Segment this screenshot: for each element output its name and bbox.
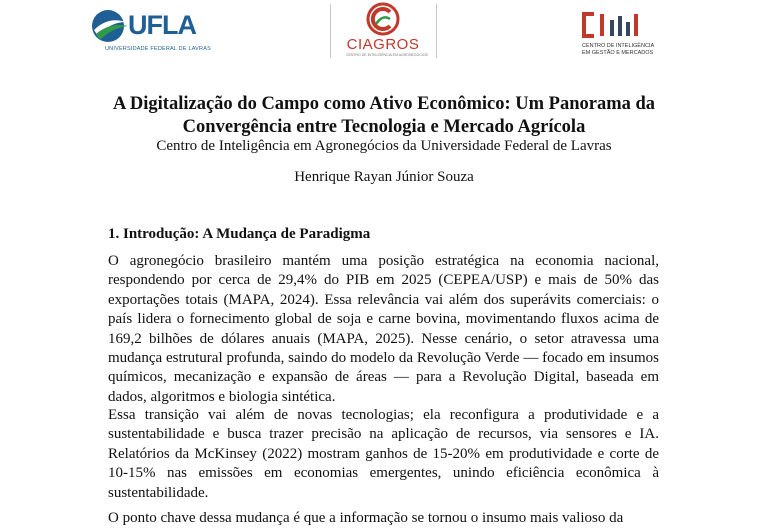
document-title — [0, 93, 768, 139]
ciagros-emblem-icon — [366, 2, 400, 36]
cim-logo — [580, 10, 670, 65]
ciagros-subtitle: CENTRO DE INTELIGÊNCIA EM AGRONEGÓCIOS — [346, 53, 428, 57]
paragraph: Essa transição vai além de novas tecnologias; ela reconfigura a produtividade e a sustentabilidade e busca trazer precisão na aplicação de recursos, via sensores e IA. Relatórios da McKinsey (2022) mostram ganhos de 15-20% em produtividade e corte de 10-15% nas emissões em economias emergentes, unindo eficiência econômica à sustentabilidade. — [108, 407, 659, 501]
author-name: Henrique Rayan Júnior Souza — [294, 169, 474, 185]
ufla-logo — [90, 8, 210, 54]
affiliation: Centro de Inteligência em Agronegócios da Universidade Federal de Lavras — [156, 138, 612, 154]
title-line: A Digitalização do Campo como Ativo Econômico: Um Panorama da — [112, 94, 656, 114]
cim-emblem-icon — [580, 10, 650, 40]
logo-divider — [436, 4, 437, 58]
header-logos — [0, 0, 768, 70]
ufla-subtitle: UNIVERSIDADE FEDERAL DE LAVRAS — [105, 46, 211, 52]
cim-subtitle-line: CENTRO DE INTELIGÊNCIA — [582, 43, 655, 49]
ciagros-logo — [338, 2, 428, 62]
ciagros-wordmark: CIAGROS — [346, 36, 420, 53]
ufla-wordmark: UFLA — [128, 10, 196, 40]
cim-subtitle — [582, 43, 672, 57]
cim-subtitle-line: EM GESTÃO E MERCADOS — [582, 50, 654, 56]
paragraph: O agronegócio brasileiro mantém uma posição estratégica na economia nacional, respondendo por cerca de 29,4% do PIB em 2025 (CEPEA/USP) e mais de 50% das exportações totais (MAPA, 2024). Essa relevância vai além dos superávits comerciais: o país lidera o fornecimento global de soja e carne bovina, movimentando fluxos acima de 169,2 bilhões de dólares anuais (MAPA, 2025). Nesse cenário, o setor atravessa uma mudança estrutural profunda, saindo do modelo da Revolução Verde — focado em insumos químicos, mecanização e expansão de áreas — para a Revolução Digital, baseada em dados, algoritmos e biologia sintética. — [108, 253, 659, 405]
title-line: Convergência entre Tecnologia e Mercado Agrícola — [182, 117, 586, 137]
section-heading: 1. Introdução: A Mudança de Paradigma — [108, 226, 371, 242]
paragraph: O ponto chave dessa mudança é que a informação se tornou o insumo mais valioso da — [108, 510, 624, 526]
logo-divider — [330, 4, 331, 58]
ufla-emblem-icon — [90, 8, 130, 44]
